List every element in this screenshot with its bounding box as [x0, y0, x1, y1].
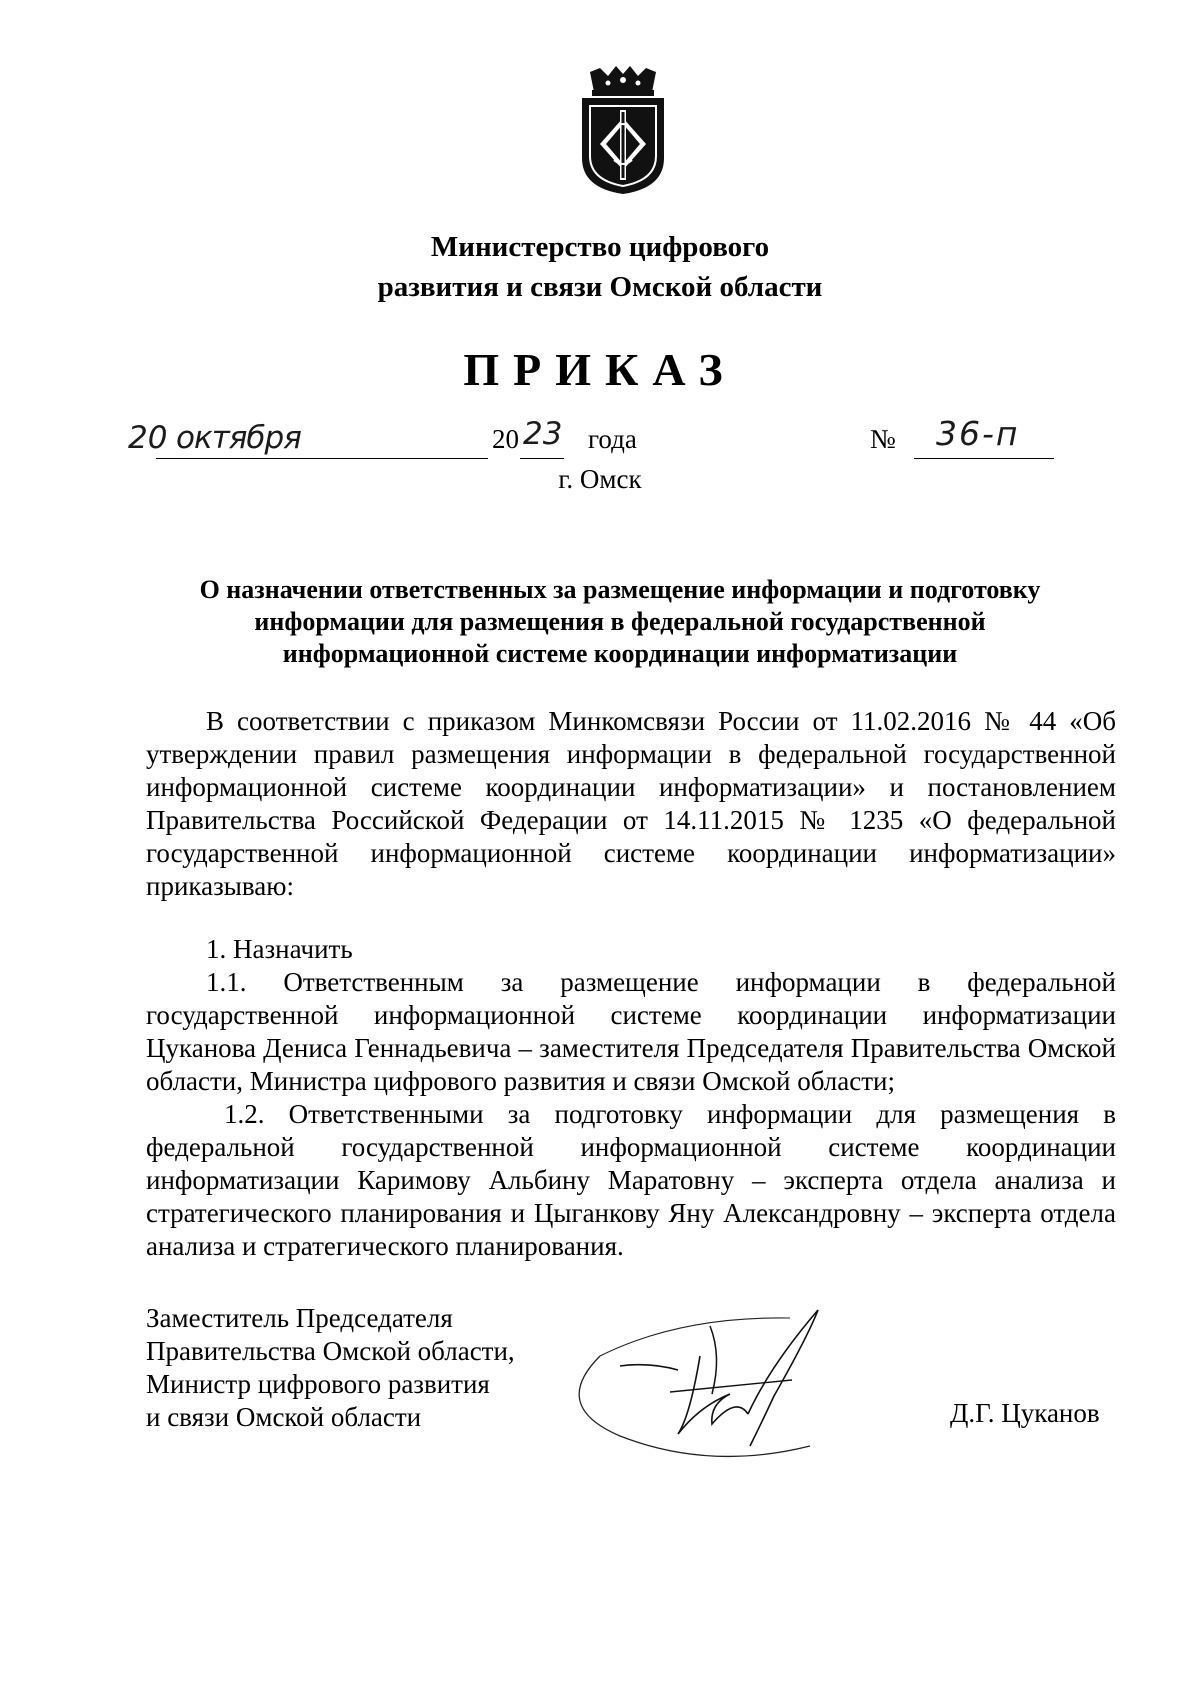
order-date [120, 416, 637, 468]
date-year-word: года [588, 424, 637, 454]
preamble-paragraph: В соответствии с приказом Минкомсвязи России от 11.02.2016 № 44 «Об утверждении правил размещения информации в федеральной государственной информационной системе координации информатизации» и постановлением Правительства Российской Федерации от 14.11.2015 № 1235 «О федеральной государственной информационной системе координации информатизации» приказываю: [146, 706, 1116, 901]
ministry-name [0, 227, 1200, 307]
subject-line3: информационной системе координации информатизации [282, 639, 958, 668]
city-name: г. Омск [558, 464, 642, 494]
number-sign: № [870, 424, 896, 454]
year-underline [520, 458, 564, 459]
order-subject [140, 574, 1100, 670]
subject-line2: информации для размещения в федеральной государственной [254, 607, 986, 636]
position-line2: Правительства Омской области, [146, 1336, 515, 1366]
document-type-title: ПРИКАЗ [463, 344, 737, 395]
position-line1: Заместитель Председателя [146, 1303, 453, 1333]
ministry-name-line1: Министерство цифрового [430, 231, 770, 263]
subject-line1: О назначении ответственных за размещение информации и подготовку [199, 575, 1041, 604]
date-month-handwritten: октября [176, 420, 301, 456]
handwritten-signature-icon [560, 1296, 900, 1466]
order-number [870, 414, 1070, 468]
item-1-2: 1.2. Ответственными за подготовку информации для размещения в федеральной государственной информационной системе координации информатизации Каримову Альбину Маратовну – эксперта отдела анализа и стратегического планирования и Цыганкову Яну Александровну – эксперта отдела анализа и стратегического планирования. [146, 1099, 1116, 1261]
ministry-name-line2: развития и связи Омской области [377, 271, 823, 303]
number-underline [914, 458, 1054, 459]
position-line4: и связи Омской области [146, 1402, 422, 1432]
number-handwritten: 36-п [936, 414, 1020, 453]
date-underline [156, 458, 488, 459]
coat-of-arms-icon [578, 66, 668, 196]
item-1-1: 1.1. Ответственным за размещение информации в федеральной государственной информационной системе координации информатизации Цуканова Дениса Геннадьевича – заместителя Председателя Правительства Омской области, Министра цифрового развития и связи Омской области; [146, 967, 1116, 1096]
date-year-handwritten: 23 [523, 416, 563, 452]
position-line3: Министр цифрового развития [146, 1369, 490, 1399]
date-year-printed: 20 [492, 424, 519, 454]
item-1: 1. Назначить [206, 934, 353, 964]
date-day-handwritten: 20 [128, 420, 168, 456]
order-body [146, 705, 1116, 1263]
signer-name: Д.Г. Цуканов [950, 1398, 1100, 1428]
signatory-position [146, 1302, 515, 1434]
